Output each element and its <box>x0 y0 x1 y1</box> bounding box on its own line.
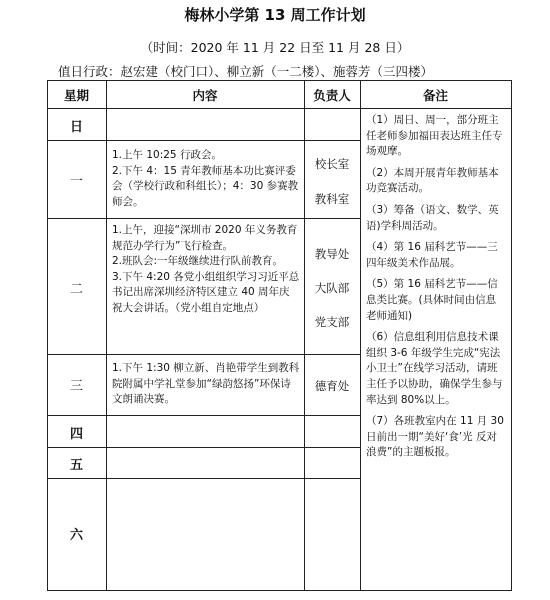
page-title: 梅林小学第 13 周工作计划 <box>184 6 366 24</box>
note-item: （2）本周开展青年教师基本功竞赛活动。 <box>366 166 499 195</box>
note-item: （3）筹备（语文、数学、英语)学科周活动。 <box>366 203 499 232</box>
day-thursday: 四 <box>69 427 83 442</box>
wednesday-content <box>112 361 300 408</box>
person-moral-office: 德育处 <box>314 379 350 393</box>
person-party-branch: 党支部 <box>314 315 350 329</box>
monday-item-2: 2.下午 4：15 青年教师基本功比赛评委会（学校行政和科组长）；4：30 参赛教师会。 <box>112 164 299 208</box>
day-tuesday: 二 <box>69 282 83 297</box>
note-item: （1）周日、周一，部分班主任老师参加福田表达班主任专场观摩。 <box>366 114 503 158</box>
note-item: （7）各班教室内在 11 月 30 日前出一期“美好‘食’光 反对浪费”的主题板报。 <box>366 415 504 459</box>
day-sunday: 日 <box>69 120 83 135</box>
note-item: （6）信息组利用信息技术课组织 3-6 年级学生完成“宪法小卫士”在线学习活动，请班主任予以协助，确保学生参与率达到 80%以上。 <box>366 331 503 406</box>
person-principal-office: 校长室 <box>314 157 350 171</box>
day-saturday: 六 <box>69 528 83 543</box>
day-monday: 一 <box>69 174 83 189</box>
tuesday-content <box>112 223 300 317</box>
day-wednesday: 三 <box>69 379 83 394</box>
monday-content <box>112 148 300 210</box>
header-day: 星期 <box>63 88 89 103</box>
note-item: （4）第 16 届科艺节——三四年级美术作品展。 <box>366 241 498 269</box>
header-content: 内容 <box>192 88 218 103</box>
duty-staff: 值日行政：赵宏建（校门口）、柳立新（一二楼）、施蓉芳（三四楼） <box>58 64 434 79</box>
header-person: 负责人 <box>313 88 351 103</box>
time-range: （时间：2020 年 11 月 22 日至 11 月 28 日） <box>140 40 410 55</box>
person-brigade: 大队部 <box>314 281 350 295</box>
person-academic-office: 教导处 <box>314 247 350 261</box>
wednesday-item-1: 1.下午 1:30 柳立新、肖艳带学生到教科院附属中学礼堂参加“绿韵悠扬”环保诗文朗诵决赛。 <box>112 362 300 406</box>
note-item: （5）第 16 届科艺节——信息类比赛。(具体时间由信息老师通知) <box>366 278 498 322</box>
person-research-office: 教科室 <box>314 192 350 206</box>
monday-item-1: 1.上午 10:25 行政会。 <box>112 149 222 161</box>
tuesday-item-2: 2.班队会:一年级继续进行队前教育。 <box>112 255 284 268</box>
tuesday-item-1: 1.上午，迎接“深圳市 2020 年义务教育规范办学行为”飞行检查。 <box>112 224 298 252</box>
notes-column <box>366 113 506 467</box>
header-note: 备注 <box>422 88 448 103</box>
tuesday-item-3: 3.下午 4:20 各党小组组织学习习近平总书记出席深圳经济特区建立 40 周年庆祝大会讲话。（党小组自定地点） <box>112 270 300 314</box>
day-friday: 五 <box>69 458 83 473</box>
